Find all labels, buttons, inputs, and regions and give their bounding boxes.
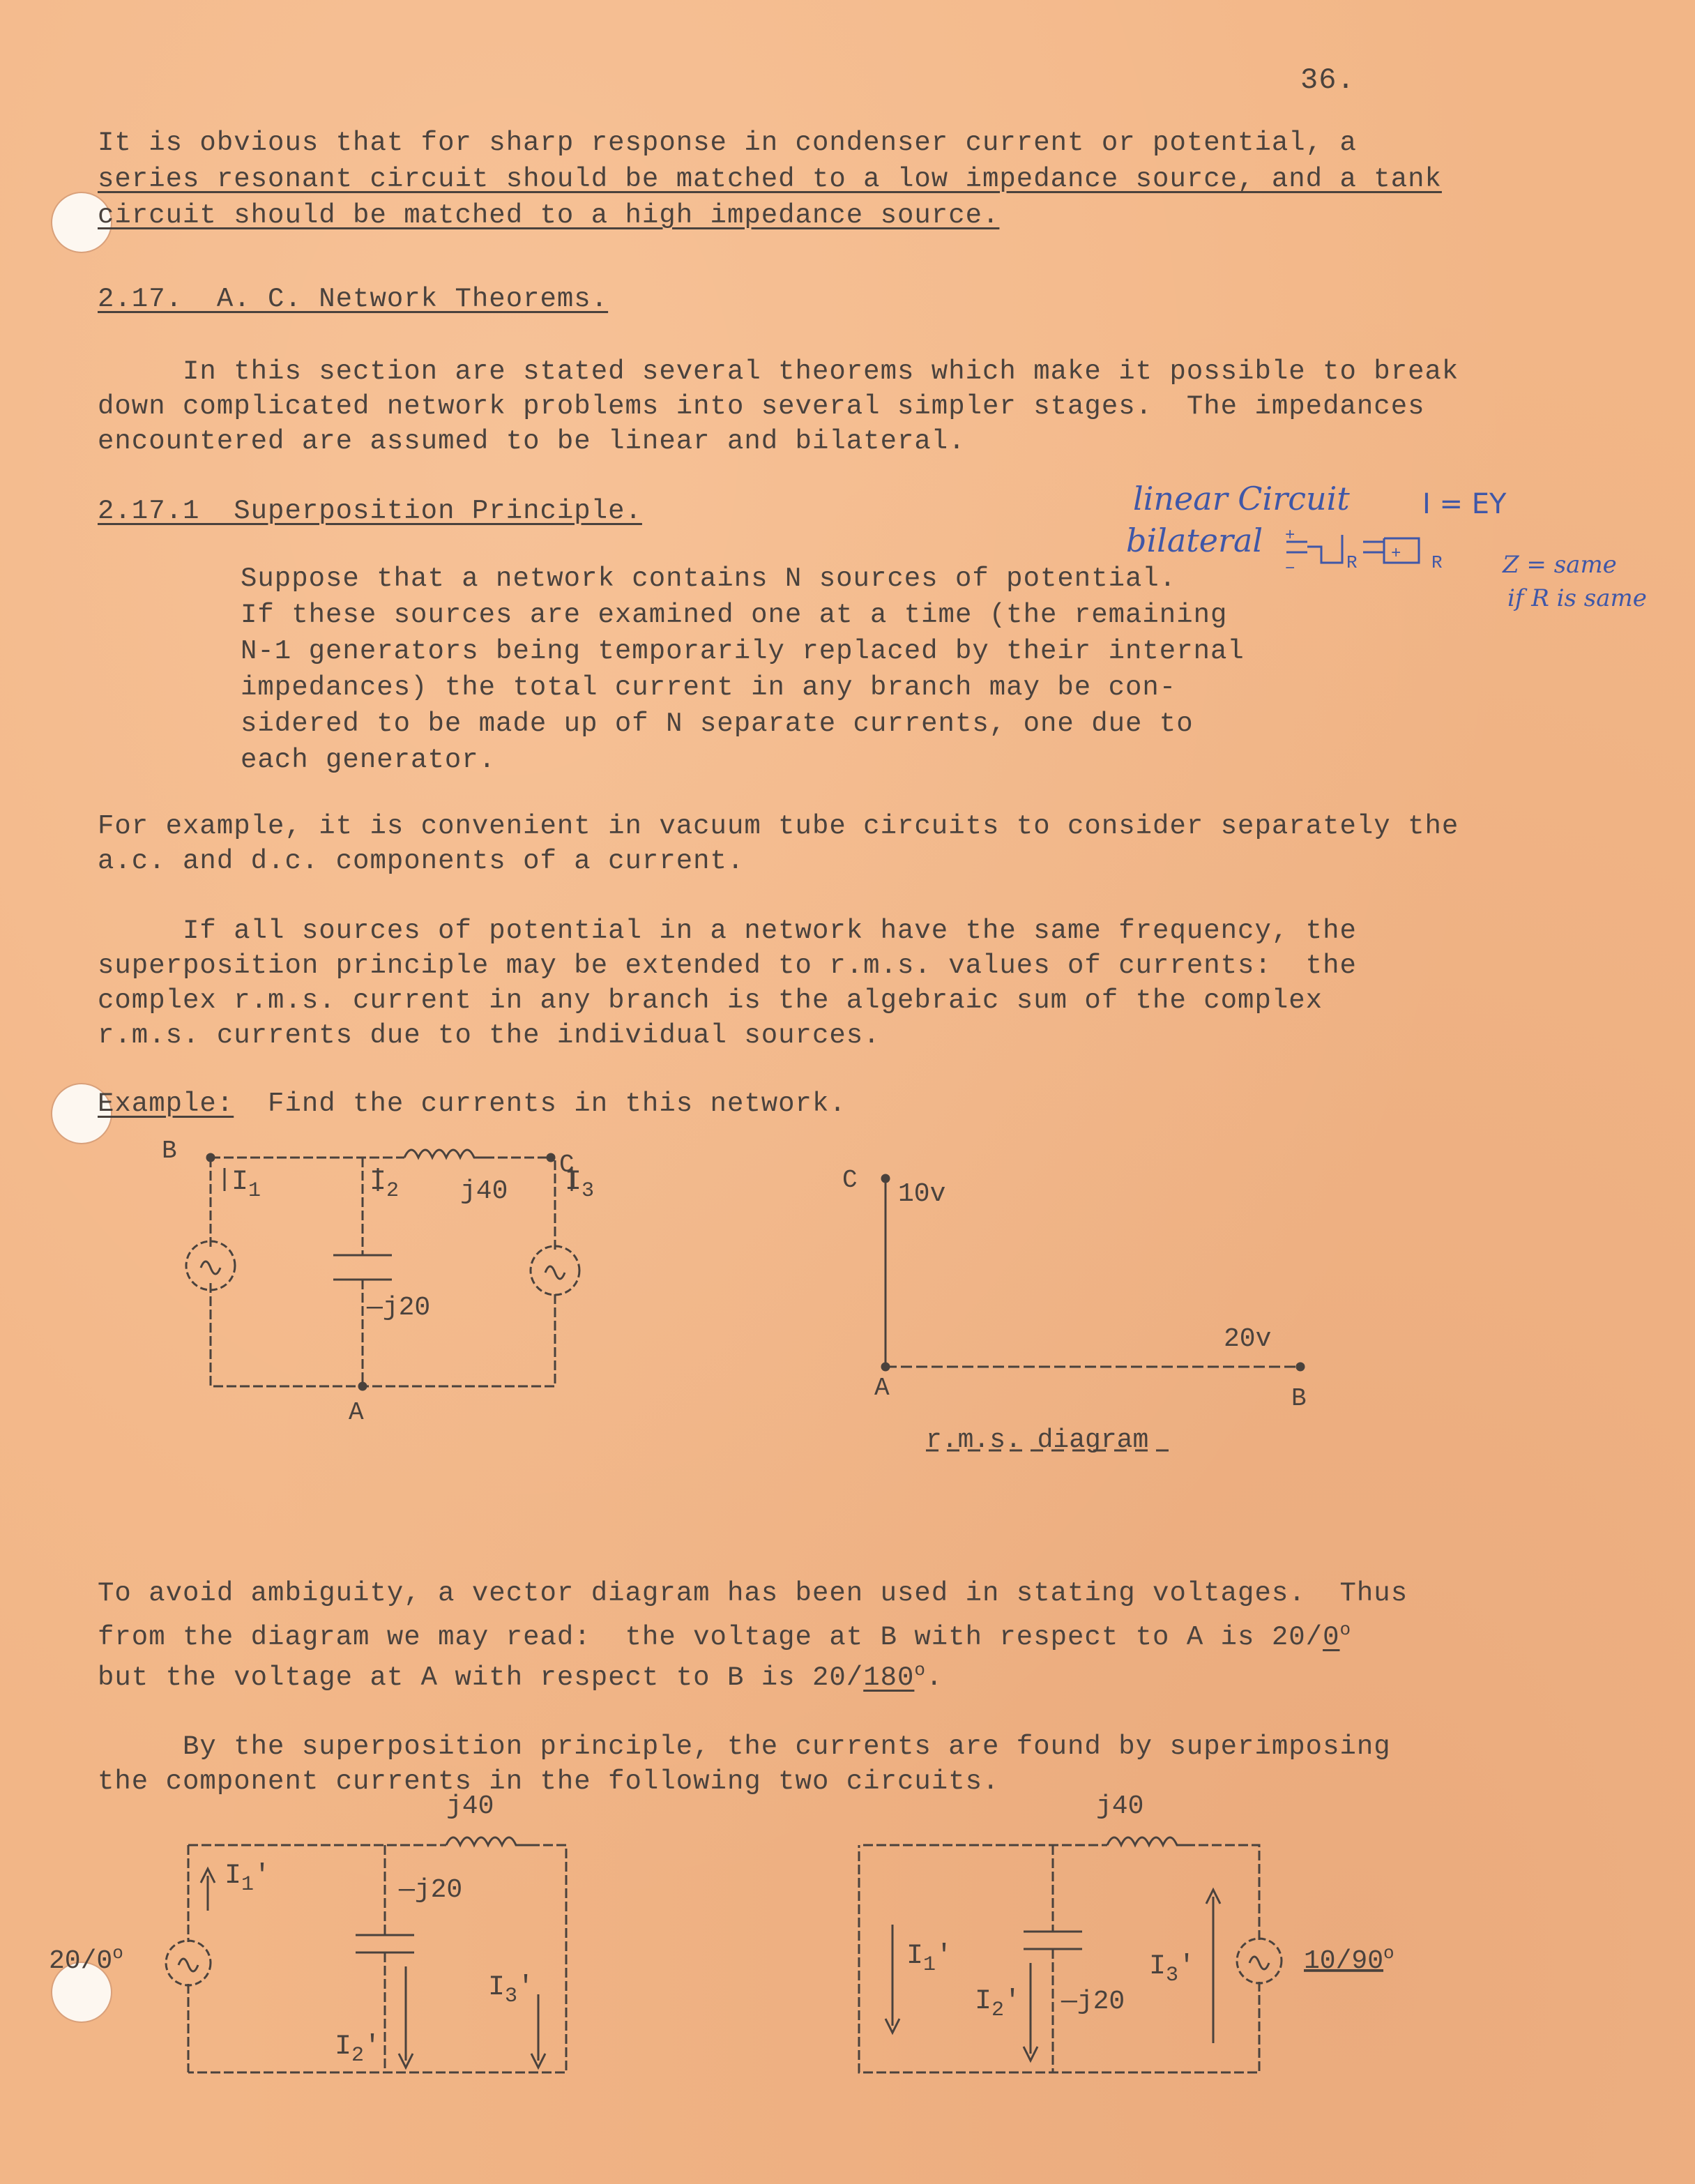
example-text: Find the currents in this network. [234, 1089, 846, 1119]
handwritten-bilateral-sketch [1279, 524, 1468, 580]
ambiguity-line-2: from the diagram we may read: the voltage at B with respect to A is 20/0$^o$ [98, 1619, 1352, 1653]
example-para-line: a.c. and d.c. components of a current. [98, 846, 745, 877]
rms-para-line: If all sources of potential in a network have the same frequency, the [98, 916, 1357, 946]
current-label-i2: $I_2'$ [335, 2031, 381, 2068]
section-heading: 2.17. A. C. Network Theorems. [98, 284, 609, 314]
rms-node-a: A [874, 1374, 890, 1402]
rms-caption: r.m.s. diagram [926, 1425, 1149, 1455]
capacitor-plates [1024, 1932, 1082, 1949]
rms-vector-diagram [830, 1158, 1332, 1471]
rms-node-b: B [1291, 1384, 1307, 1413]
handwritten-formula: I = EY [1422, 488, 1507, 520]
inductor-coil [404, 1150, 485, 1158]
handwritten-note-bilateral: bilateral [1126, 522, 1263, 559]
capacitor-plates [356, 1935, 414, 1952]
example-circuit [153, 1137, 641, 1430]
rms-para-line: r.m.s. currents due to the individual sources. [98, 1020, 881, 1051]
handwritten-note-linear: linear Circuit [1133, 480, 1350, 517]
node-label-a: A [349, 1398, 364, 1427]
inductor-coil [1107, 1837, 1185, 1845]
hand-r-label: R [1431, 552, 1443, 573]
intro-line-1: It is obvious that for sharp response in condenser current or potential, a [98, 128, 1357, 158]
hand-plus: + [1285, 526, 1295, 545]
current-label-i3: $I_3'$ [488, 1972, 535, 2008]
example-label: Example: [98, 1089, 234, 1119]
node-label-c: C [559, 1151, 575, 1179]
principle-line: sidered to be made up of N separate currents, one due to [241, 708, 1194, 739]
hand-plus: + [1391, 545, 1401, 563]
capacitor-label: —j20 [399, 1875, 463, 1905]
node-label-b: B [162, 1137, 177, 1165]
current-label-i1: $I_1'$ [225, 1860, 271, 1897]
current-label-i1: $I_1$ [231, 1167, 261, 1203]
handwritten-z-note: if R is same [1507, 584, 1647, 612]
current-label-i1: $I_1'$ [906, 1941, 953, 1977]
source-label: 10/90$^o$ [1304, 1943, 1394, 1976]
example-heading [98, 1086, 846, 1121]
inductor-coil [446, 1837, 530, 1845]
rms-para-line: complex r.m.s. current in any branch is the algebraic sum of the complex [98, 985, 1323, 1016]
component-circuit-1 [42, 1785, 614, 2092]
rms-node-c: C [842, 1166, 858, 1195]
principle-line: impedances) the total current in any branch may be con- [241, 672, 1177, 703]
intro-line-2: series resonant circuit should be matched to a low impedance source, and a tank [98, 164, 1442, 195]
capacitor-label: —j20 [1061, 1987, 1125, 2017]
inductor-label: j40 [1096, 1791, 1144, 1821]
current-label-i2: $I_2$ [370, 1167, 400, 1203]
example-para-line: For example, it is convenient in vacuum tube circuits to consider separately the [98, 811, 1459, 842]
section-para-line: encountered are assumed to be linear and bilateral. [98, 426, 966, 457]
inductor-label: j40 [460, 1176, 508, 1206]
principle-line: each generator. [241, 745, 496, 775]
capacitor-plates [333, 1255, 392, 1280]
page-number: 36. [1300, 63, 1355, 97]
rms-label-20v: 20v [1224, 1324, 1272, 1354]
inductor-label: j40 [446, 1791, 494, 1821]
subsection-heading: 2.17.1 Superposition Principle. [98, 496, 642, 526]
section-para-line: down complicated network problems into several simpler stages. The impedances [98, 391, 1425, 422]
current-label-i2: $I_2'$ [975, 1986, 1021, 2022]
handwritten-z-note: Z = same [1503, 551, 1617, 579]
rms-para-line: superposition principle may be extended to r.m.s. values of currents: the [98, 950, 1357, 981]
component-circuit-2 [837, 1785, 1478, 2092]
current-label-i3: $I_3$ [565, 1167, 595, 1203]
hand-minus: − [1285, 560, 1295, 579]
ambiguity-line-1: To avoid ambiguity, a vector diagram has been used in stating voltages. Thus [98, 1578, 1408, 1609]
hand-r-label: R [1346, 552, 1358, 573]
principle-line: If these sources are examined one at a time (the remaining [241, 600, 1228, 630]
principle-line: Suppose that a network contains N sources of potential. [241, 563, 1177, 594]
principle-line: N-1 generators being temporarily replaced by their internal [241, 636, 1245, 667]
source-label: 20/0$^o$ [49, 1943, 123, 1976]
current-label-i3: $I_3'$ [1149, 1951, 1196, 1987]
superposition-line: By the superposition principle, the currents are found by superimposing [98, 1731, 1391, 1762]
intro-line-3: circuit should be matched to a high impedance source. [98, 200, 1000, 231]
section-para-line: In this section are stated several theorems which make it possible to break [98, 356, 1459, 387]
rms-label-10v: 10v [898, 1179, 946, 1209]
capacitor-label: —j20 [367, 1293, 431, 1323]
superposition-line: the component currents in the following two circuits. [98, 1766, 1000, 1797]
ambiguity-line-3: but the voltage at A with respect to B is 20/180$^o$. [98, 1660, 943, 1693]
